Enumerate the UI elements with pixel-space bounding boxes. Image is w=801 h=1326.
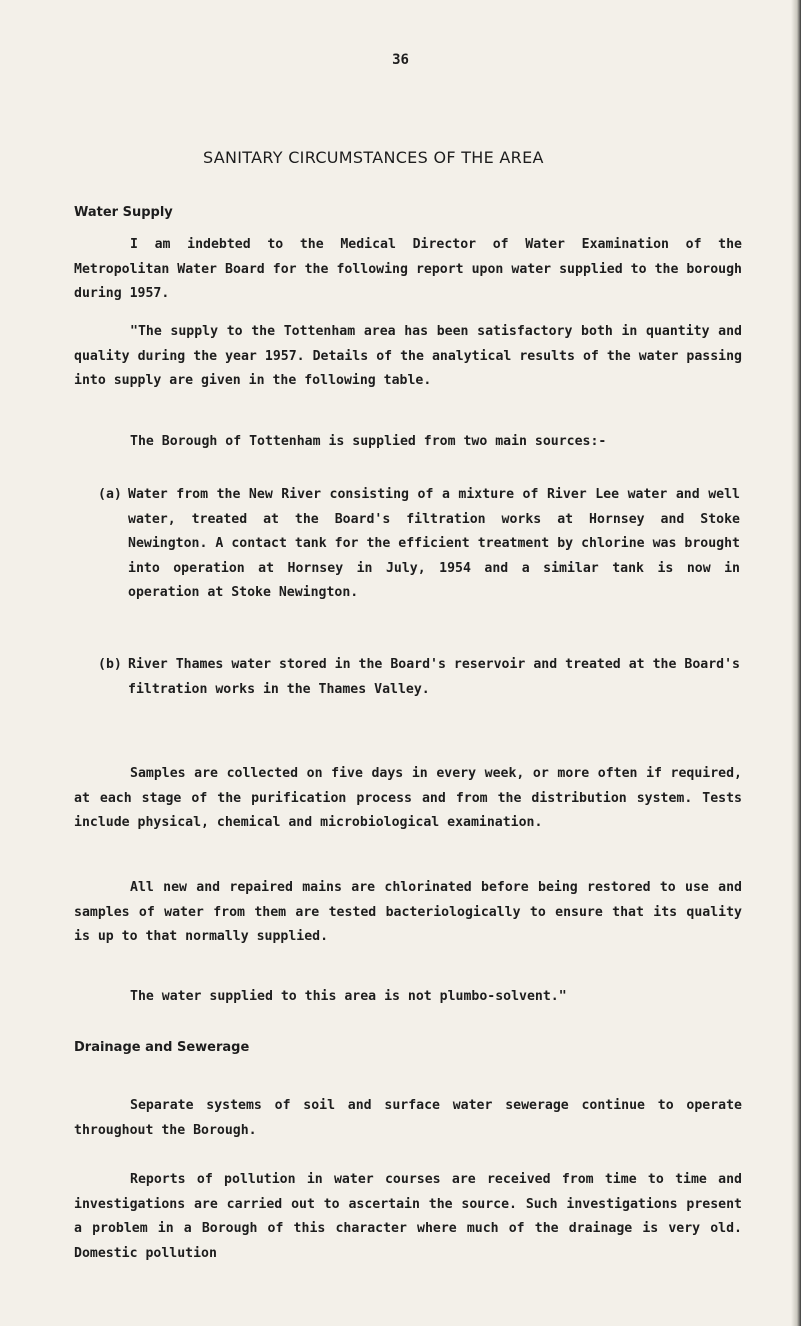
- list-marker: (b): [98, 657, 122, 672]
- page-number: 36: [392, 52, 409, 68]
- paragraph-supply-report: "The supply to the Tottenham area has been satisfactory both in quantity and quality during the year 1957. Details of the analytical results of the water passing into supply are given in the following table.: [74, 324, 742, 388]
- page-title: SANITARY CIRCUMSTANCES OF THE AREA: [203, 148, 544, 167]
- list-item-source-b: [98, 653, 740, 702]
- paragraph-pollution: Reports of pollution in water courses are received from time to time and investigations are carried out to ascertain the source. Such investigations present a problem in a Borough of this character where much of the drainage is very old. Domestic pollution: [74, 1172, 742, 1261]
- paragraph-plumbo-solvent: The water supplied to this area is not plumbo-solvent.": [130, 989, 567, 1004]
- list-marker: (a): [98, 487, 122, 502]
- paragraph-sources: The Borough of Tottenham is supplied from two main sources:-: [130, 434, 607, 449]
- paragraph-sewerage: Separate systems of soil and surface water sewerage continue to operate throughout the Borough.: [74, 1098, 742, 1138]
- section-heading-water-supply: Water Supply: [74, 205, 173, 220]
- paragraph-mains: All new and repaired mains are chlorinated before being restored to use and samples of water from them are tested bacteriologically to ensure that its quality is up to that normally supplied.: [74, 880, 742, 944]
- page-edge-shadow: [791, 0, 801, 1326]
- paragraph-samples: Samples are collected on five days in every week, or more often if required, at each stage of the purification process and from the distribution system. Tests include physical, chemical and microbiological examination.: [74, 766, 742, 830]
- section-heading-drainage: Drainage and Sewerage: [74, 1040, 250, 1055]
- paragraph-intro: I am indebted to the Medical Director of Water Examination of the Metropolitan Water Board for the following report upon water supplied to the borough during 1957.: [74, 237, 742, 301]
- list-item-source-a: [98, 483, 740, 606]
- list-item-text: Water from the New River consisting of a mixture of River Lee water and well water, treated at the Board's filtration works at Hornsey and Stoke Newington. A contact tank for the efficient treatment by chlorine was brought into operation at Hornsey in July, 1954 and a similar tank is now in operation at Stoke Newington.: [128, 487, 740, 600]
- list-item-text: River Thames water stored in the Board's reservoir and treated at the Board's filtration works in the Thames Valley.: [128, 657, 740, 697]
